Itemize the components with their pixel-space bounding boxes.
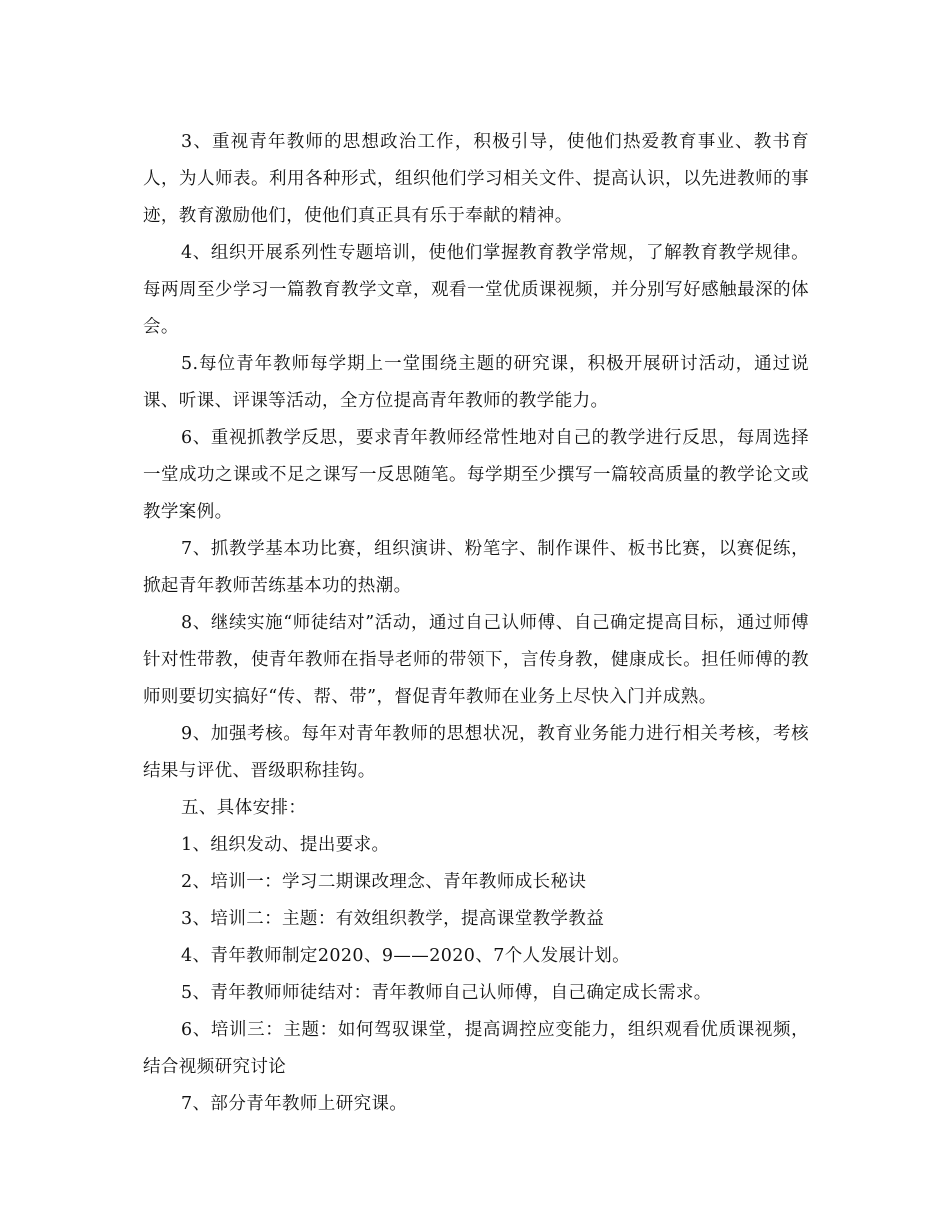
paragraph-point-3: 3、重视青年教师的思想政治工作，积极引导，使他们热爱教育事业、教书育人，为人师表。利用各种形式，组织他们学习相关文件、提高认识，以先进教师的事迹，教育激励他们，使他们真正具有乐于奉献的精神。 — [143, 132, 809, 226]
paragraph-point-5: 5.每位青年教师每学期上一堂围绕主题的研究课，积极开展研讨活动，通过说课、听课、评课等活动，全方位提高青年教师的教学能力。 — [143, 354, 809, 411]
paragraph-point-9: 9、加强考核。每年对青年教师的思想状况，教育业务能力进行相关考核，考核结果与评优、晋级职称挂钩。 — [143, 724, 809, 781]
arrangement-item-2: 2、培训一：学习二期课改理念、青年教师成长秘诀 — [181, 872, 587, 892]
paragraph-point-8: 8、继续实施“师徒结对”活动，通过自己认师傅、自己确定提高目标，通过师傅针对性带教，使青年教师在指导老师的带领下，言传身教，健康成长。担任师傅的教师则要切实搞好“传、帮、带”，督促青年教师在业务上尽快入门并成熟。 — [143, 613, 809, 707]
arrangement-item-1: 1、组织发动、提出要求。 — [181, 835, 390, 855]
paragraph-point-6: 6、重视抓教学反思，要求青年教师经常性地对自己的教学进行反思，每周选择一堂成功之课或不足之课写一反思随笔。每学期至少撰写一篇较高质量的教学论文或教学案例。 — [143, 428, 809, 522]
section-heading-arrangement: 五、具体安排： — [181, 798, 307, 818]
arrangement-item-6: 6、培训三：主题：如何驾驭课堂，提高调控应变能力，组织观看优质课视频，结合视频研究讨论 — [143, 1020, 809, 1077]
arrangement-item-7: 7、部分青年教师上研究课。 — [181, 1094, 408, 1114]
arrangement-item-4: 4、青年教师制定2020、9——2020、7个人发展计划。 — [181, 946, 631, 966]
arrangement-item-5: 5、青年教师师徒结对：青年教师自己认师傅，自己确定成长需求。 — [181, 983, 712, 1003]
paragraph-point-4: 4、组织开展系列性专题培训，使他们掌握教育教学常规，了解教育教学规律。每两周至少学习一篇教育教学文章，观看一堂优质课视频，并分别写好感触最深的体会。 — [143, 243, 809, 337]
document-body — [143, 124, 809, 1123]
paragraph-point-7: 7、抓教学基本功比赛，组织演讲、粉笔字、制作课件、板书比赛，以赛促练，掀起青年教师苦练基本功的热潮。 — [143, 539, 809, 596]
arrangement-item-3: 3、培训二：主题：有效组织教学，提高课堂教学教益 — [181, 909, 605, 929]
